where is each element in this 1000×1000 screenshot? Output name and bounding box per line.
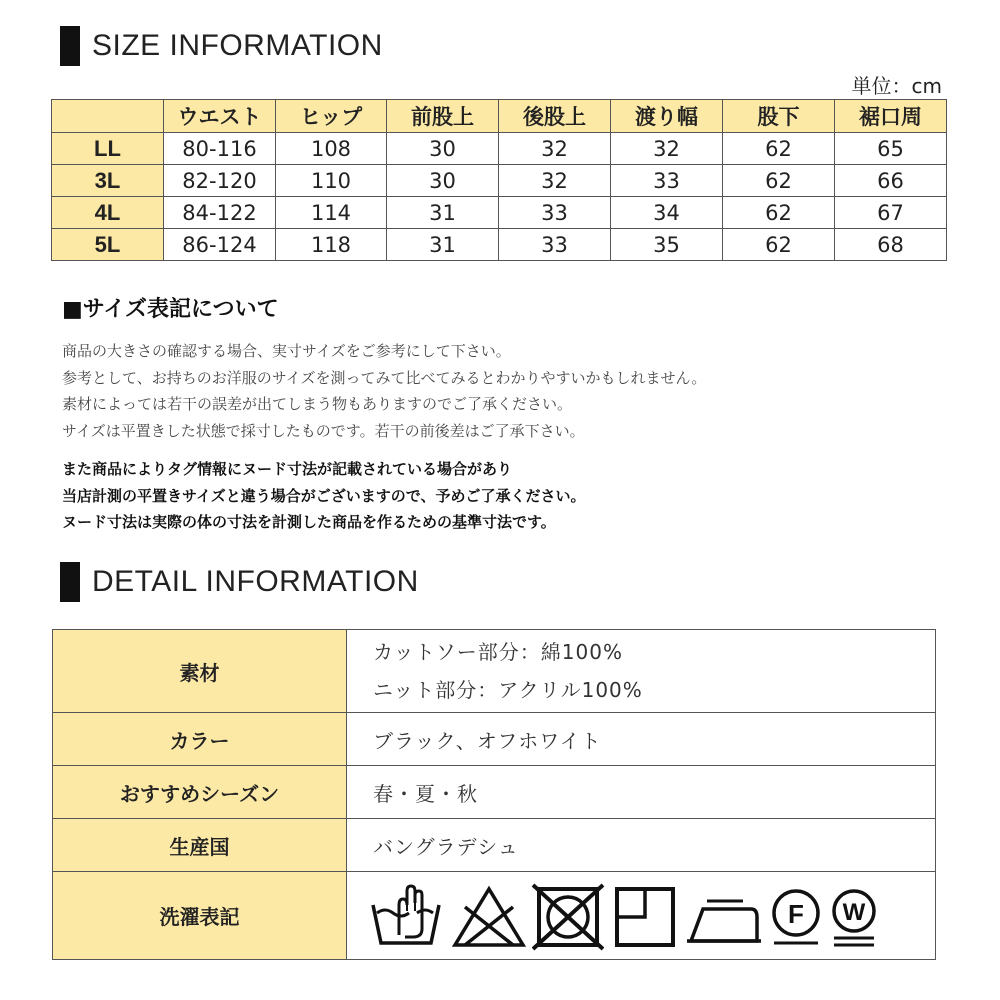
table-cell: 30 xyxy=(387,133,499,165)
table-cell: 84-122 xyxy=(164,197,276,229)
size-label: 3L xyxy=(52,165,164,197)
table-cell: 62 xyxy=(723,133,835,165)
detail-row-color xyxy=(53,713,936,766)
table-row xyxy=(52,133,947,165)
note-bold-line: ヌード寸法は実際の体の寸法を計測した商品を作るための基準寸法です。 xyxy=(62,513,556,531)
size-table-corner xyxy=(52,100,164,133)
care-label: 洗濯表記 xyxy=(53,872,347,960)
size-label: 5L xyxy=(52,229,164,261)
care-icons-cell xyxy=(347,872,936,960)
size-table xyxy=(51,99,947,261)
table-cell: 65 xyxy=(835,133,947,165)
header-hip: ヒップ xyxy=(276,100,387,133)
unit-label: 単位：cm xyxy=(851,74,942,98)
dry-clean-f-icon xyxy=(767,881,825,951)
detail-row-material xyxy=(53,630,936,713)
note-line: 商品の大きさの確認する場合、実寸サイズをご参考にして下さい。 xyxy=(62,342,511,360)
material-line: カットソー部分：綿100% xyxy=(373,640,623,664)
line-dry-shade-icon xyxy=(609,881,681,951)
detail-section-title: DETAIL INFORMATION xyxy=(92,565,419,598)
material-line: ニット部分：アクリル100% xyxy=(373,678,643,702)
size-table-header-row xyxy=(52,100,947,133)
country-value: バングラデシュ xyxy=(347,819,936,872)
table-cell: 34 xyxy=(611,197,723,229)
detail-section-header xyxy=(60,562,419,602)
season-label: おすすめシーズン xyxy=(53,766,347,819)
header-back-rise: 後股上 xyxy=(499,100,611,133)
color-value: ブラック、オフホワイト xyxy=(347,713,936,766)
table-cell: 67 xyxy=(835,197,947,229)
iron-low-icon xyxy=(681,881,767,951)
header-inseam: 股下 xyxy=(723,100,835,133)
header-thigh-width: 渡り幅 xyxy=(611,100,723,133)
table-cell: 114 xyxy=(276,197,387,229)
table-cell: 32 xyxy=(499,133,611,165)
size-notes xyxy=(62,338,706,444)
note-bold-line: 当店計測の平置きサイズと違う場合がございますので、予めご了承ください。 xyxy=(62,486,586,505)
country-label: 生産国 xyxy=(53,819,347,872)
table-cell: 33 xyxy=(611,165,723,197)
dry-clean-letter: F xyxy=(788,898,804,929)
detail-row-country xyxy=(53,819,936,872)
table-cell: 66 xyxy=(835,165,947,197)
care-icons xyxy=(347,881,935,951)
size-section-header xyxy=(60,26,383,66)
table-cell: 32 xyxy=(611,133,723,165)
section-marker xyxy=(60,562,80,602)
detail-table xyxy=(52,629,936,960)
detail-row-season xyxy=(53,766,936,819)
table-cell: 31 xyxy=(387,229,499,261)
table-row xyxy=(52,165,947,197)
material-label: 素材 xyxy=(53,630,347,713)
note-bold-line: また商品によりタグ情報にヌード寸法が記載されている場合があり xyxy=(62,460,513,478)
table-cell: 35 xyxy=(611,229,723,261)
no-tumble-dry-icon xyxy=(529,881,609,951)
size-label: LL xyxy=(52,133,164,165)
size-section-title: SIZE INFORMATION xyxy=(92,29,383,62)
table-cell: 62 xyxy=(723,229,835,261)
size-notes-emphasis xyxy=(62,456,586,536)
hand-wash-icon xyxy=(369,881,449,951)
table-cell: 110 xyxy=(276,165,387,197)
table-cell: 108 xyxy=(276,133,387,165)
table-cell: 62 xyxy=(723,165,835,197)
detail-row-care xyxy=(53,872,936,960)
table-cell: 86-124 xyxy=(164,229,276,261)
color-label: カラー xyxy=(53,713,347,766)
header-front-rise: 前股上 xyxy=(387,100,499,133)
table-cell: 32 xyxy=(499,165,611,197)
size-label: 4L xyxy=(52,197,164,229)
table-cell: 62 xyxy=(723,197,835,229)
wet-clean-letter: W xyxy=(842,898,866,926)
table-row xyxy=(52,197,947,229)
table-cell: 118 xyxy=(276,229,387,261)
table-cell: 33 xyxy=(499,229,611,261)
table-cell: 82-120 xyxy=(164,165,276,197)
no-bleach-icon xyxy=(449,881,529,951)
size-notes-title: ■サイズ表記について xyxy=(62,297,279,322)
table-row xyxy=(52,229,947,261)
header-waist: ウエスト xyxy=(164,100,276,133)
material-value xyxy=(347,630,936,713)
table-cell: 68 xyxy=(835,229,947,261)
table-cell: 30 xyxy=(387,165,499,197)
note-line: 素材によっては若干の誤差が出てしまう物もありますのでご了承ください。 xyxy=(62,395,573,413)
note-line: 参考として、お持ちのお洋服のサイズを測ってみて比べてみるとわかりやすいかもしれません。 xyxy=(62,368,707,387)
season-value: 春・夏・秋 xyxy=(347,766,936,819)
table-cell: 80-116 xyxy=(164,133,276,165)
table-cell: 33 xyxy=(499,197,611,229)
section-marker xyxy=(60,26,80,66)
wet-clean-w-icon xyxy=(825,881,883,951)
note-line: サイズは平置きした状態で採寸したものです。若干の前後差はご了承下さい。 xyxy=(62,421,585,440)
table-cell: 31 xyxy=(387,197,499,229)
header-hem-circumference: 裾口周 xyxy=(835,100,947,133)
